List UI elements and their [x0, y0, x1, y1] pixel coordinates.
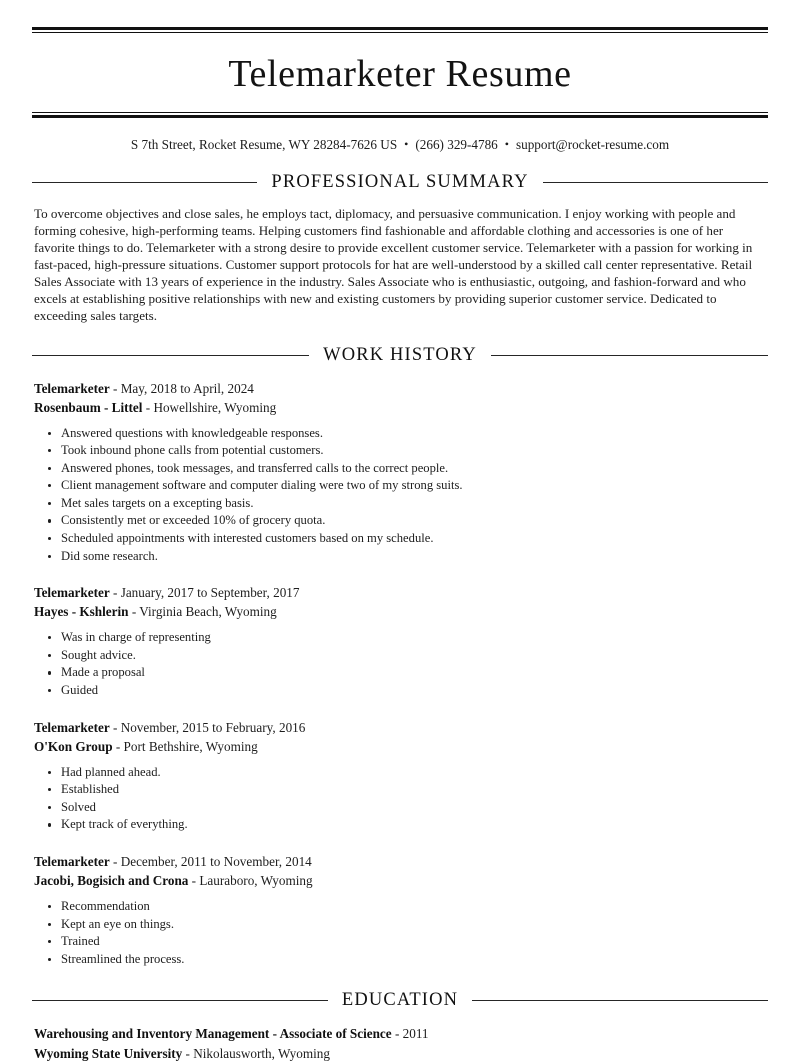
- list-item: Solved: [32, 799, 768, 817]
- job-bullet-list: [32, 764, 768, 834]
- section-header-education: [32, 990, 768, 1011]
- job-company-line: [32, 871, 768, 890]
- list-item: Client management software and computer dialing were two of my strong suits.: [32, 477, 768, 495]
- education-list: [32, 1024, 768, 1063]
- job-title: Telemarketer: [34, 719, 110, 735]
- job-bullet-list: [32, 898, 768, 968]
- job-dash: -: [112, 380, 118, 396]
- list-item: Streamlined the process.: [32, 951, 768, 969]
- contact-phone: (266) 329-4786: [415, 137, 498, 152]
- job-dates: May, 2018 to April, 2024: [120, 380, 254, 396]
- section-title-professional-summary: PROFESSIONAL SUMMARY: [271, 171, 529, 192]
- job-dash: -: [131, 604, 137, 620]
- job-dash: -: [112, 854, 118, 869]
- list-item: Sought advice.: [32, 647, 768, 665]
- list-item: Kept an eye on things.: [32, 916, 768, 934]
- job-location: Lauraboro, Wyoming: [199, 873, 313, 888]
- job-entry: [32, 583, 768, 699]
- professional-summary-text: To overcome objectives and close sales, he employs tact, diplomacy, and persuasive communication. I enjoy working with people and forming cohesive, high-performing teams. Helping customers find fashionable and affordable clothing and accessories is one of her favorite things to do. Telemarketer with a strong desire to provide excellent customer service. Telemarketer with a passion for working in fast-paced, high-pressure situations. Customer support protocols for hat are well-understood by a skilled call center representative. Retail Sales Associate with 13 years of experience in the industry. Sales Associate who is enthusiastic, outgoing, and fashion-forward and who excels at establishing positive relationships with new and existing customers by providing superior customer service. Dedicated to exceeding sales targets.: [34, 205, 753, 324]
- job-entry: [32, 718, 768, 834]
- contact-address: S 7th Street, Rocket Resume, WY 28284-7626 US: [130, 137, 398, 152]
- job-dates: November, 2015 to February, 2016: [120, 719, 306, 735]
- job-bullet-list: [32, 629, 768, 699]
- job-dash: -: [112, 585, 118, 601]
- education-program-line: [32, 1024, 768, 1044]
- section-rule-left: [32, 355, 309, 356]
- section-rule-right: [491, 355, 768, 356]
- list-item: Answered phones, took messages, and transferred calls to the correct people.: [32, 460, 768, 478]
- contact-email: support@rocket-resume.com: [515, 137, 670, 152]
- work-history-list: [32, 379, 768, 969]
- list-item: Guided: [32, 682, 768, 700]
- education-dash: -: [394, 1026, 400, 1042]
- education-entry: [32, 1024, 768, 1063]
- job-company: Rosenbaum - Littel: [34, 399, 143, 415]
- list-item: Scheduled appointments with interested customers based on my schedule.: [32, 530, 768, 548]
- list-item: Established: [32, 781, 768, 799]
- education-location: Nikolausworth, Wyoming: [193, 1045, 330, 1061]
- list-item: Made a proposal: [32, 664, 768, 682]
- list-item: Consistently met or exceeded 10% of grocery quota.: [32, 512, 768, 530]
- job-title-line: [32, 718, 768, 737]
- job-company: Jacobi, Bogisich and Crona: [34, 873, 189, 888]
- job-company: O'Kon Group: [34, 738, 113, 754]
- list-item: Did some research.: [32, 548, 768, 566]
- job-company-line: [32, 398, 768, 417]
- section-header-work-history: [32, 345, 768, 366]
- list-item: Answered questions with knowledgeable responses.: [32, 425, 768, 443]
- education-year: 2011: [402, 1026, 429, 1042]
- job-dash: -: [191, 873, 197, 888]
- list-item: Took inbound phone calls from potential customers.: [32, 442, 768, 460]
- job-title-line: [32, 379, 768, 398]
- section-rule-left: [32, 1000, 328, 1001]
- job-title: Telemarketer: [34, 854, 110, 869]
- job-entry: [32, 379, 768, 566]
- job-dash: -: [115, 738, 121, 754]
- job-dash: -: [145, 399, 151, 415]
- contact-separator-2: •: [504, 137, 509, 151]
- job-company-line: [32, 602, 768, 621]
- education-school: Wyoming State University: [34, 1045, 183, 1061]
- list-item: Recommendation: [32, 898, 768, 916]
- job-company-line: [32, 737, 768, 756]
- list-item: Kept track of everything.: [32, 816, 768, 834]
- job-location: Howellshire, Wyoming: [153, 399, 277, 415]
- section-rule-left: [32, 182, 257, 183]
- section-header-professional-summary: [32, 172, 768, 193]
- page-title: Telemarketer Resume: [228, 53, 572, 95]
- job-entry: [32, 852, 768, 968]
- job-location: Virginia Beach, Wyoming: [139, 604, 277, 620]
- contact-separator-1: •: [404, 137, 409, 151]
- contact-line: [32, 118, 768, 153]
- job-dash: -: [112, 719, 118, 735]
- job-dates: January, 2017 to September, 2017: [120, 585, 300, 601]
- section-rule-right: [472, 1000, 768, 1001]
- list-item: Was in charge of representing: [32, 629, 768, 647]
- job-company: Hayes - Kshlerin: [34, 604, 129, 620]
- job-title: Telemarketer: [34, 585, 110, 601]
- job-dates: December, 2011 to November, 2014: [120, 854, 312, 869]
- job-location: Port Bethshire, Wyoming: [123, 738, 258, 754]
- education-school-line: [32, 1044, 768, 1063]
- job-title-line: [32, 583, 768, 602]
- job-title: Telemarketer: [34, 380, 110, 396]
- section-title-education: EDUCATION: [341, 990, 459, 1011]
- education-dash: -: [185, 1045, 190, 1061]
- list-item: Met sales targets on a excepting basis.: [32, 495, 768, 513]
- resume-page: [0, 27, 800, 1062]
- section-title-work-history: WORK HISTORY: [323, 344, 477, 365]
- list-item: Had planned ahead.: [32, 764, 768, 782]
- job-bullet-list: [32, 425, 768, 566]
- job-title-line: [32, 852, 768, 871]
- list-item: Trained: [32, 933, 768, 951]
- section-rule-right: [543, 182, 768, 183]
- education-program: Warehousing and Inventory Management - Associate of Science: [34, 1026, 392, 1042]
